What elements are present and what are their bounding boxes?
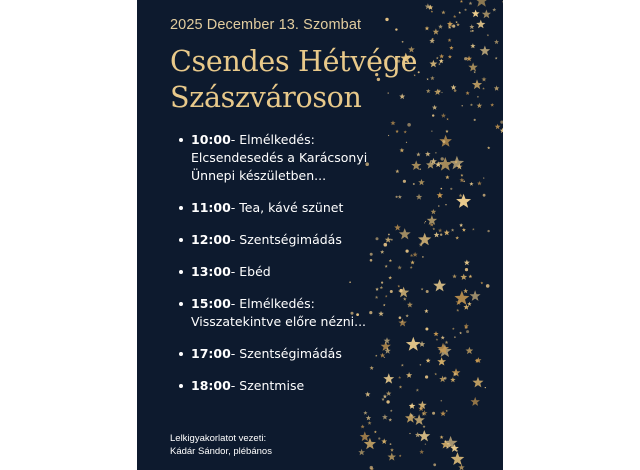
star-icon xyxy=(434,232,440,238)
schedule-time: 13:00 xyxy=(191,264,231,279)
schedule-text: - Elmélkedés: xyxy=(230,132,315,147)
star-icon xyxy=(374,430,377,433)
star-icon xyxy=(397,285,400,288)
schedule-text: Visszatekintve előre nézni... xyxy=(191,314,367,329)
star-icon xyxy=(383,394,387,398)
sparkle-dot xyxy=(500,121,503,124)
star-icon xyxy=(385,265,388,268)
star-icon xyxy=(469,24,474,29)
star-icon xyxy=(432,228,435,231)
sparkle-dot xyxy=(388,234,390,236)
star-icon xyxy=(401,364,404,367)
sparkle-dot xyxy=(413,183,415,185)
sparkle-dot xyxy=(456,450,458,452)
sparkle-dot xyxy=(376,237,379,240)
star-icon xyxy=(390,120,395,125)
star-icon xyxy=(459,332,462,335)
star-icon xyxy=(431,209,437,214)
sparkle-dot xyxy=(386,400,389,403)
schedule-time: 12:00 xyxy=(191,232,231,247)
star-icon xyxy=(433,28,440,34)
star-icon xyxy=(492,8,496,12)
star-icon xyxy=(418,233,431,246)
sparkle-dot xyxy=(399,316,402,319)
star-icon xyxy=(480,46,491,56)
star-icon xyxy=(425,151,431,156)
star-icon xyxy=(482,87,485,90)
sparkle-dot xyxy=(433,463,436,466)
star-icon xyxy=(414,414,425,425)
star-icon xyxy=(502,0,503,3)
star-icon xyxy=(358,449,365,455)
star-icon xyxy=(440,411,446,417)
star-icon xyxy=(381,398,384,401)
schedule-text: Elcsendesedés a Karácsonyi xyxy=(191,150,368,165)
sparkle-dot xyxy=(425,375,428,378)
star-icon xyxy=(487,34,489,36)
sparkle-dot xyxy=(422,256,424,258)
schedule-item xyxy=(179,131,367,185)
star-icon xyxy=(361,425,365,429)
schedule-time: 10:00 xyxy=(191,132,231,147)
star-icon xyxy=(426,78,428,80)
sparkle-dot xyxy=(426,290,429,293)
star-icon xyxy=(463,288,468,293)
sparkle-dot xyxy=(403,180,406,183)
sparkle-dot xyxy=(438,205,440,207)
star-icon xyxy=(436,57,439,60)
sparkle-dot xyxy=(425,444,426,445)
sparkle-dot xyxy=(452,25,455,28)
star-icon xyxy=(441,113,446,118)
star-icon xyxy=(439,59,444,64)
sparkle-dot xyxy=(487,230,489,232)
star-icon xyxy=(388,418,392,422)
star-icon xyxy=(445,341,449,344)
star-icon xyxy=(450,156,464,170)
star-icon xyxy=(494,39,499,44)
star-icon xyxy=(472,10,480,18)
star-icon xyxy=(381,438,387,444)
star-icon xyxy=(430,76,435,80)
star-icon xyxy=(438,63,441,66)
sparkle-dot xyxy=(425,328,428,331)
star-icon xyxy=(399,228,411,239)
star-icon xyxy=(469,1,473,5)
schedule-text: - Szentségimádás xyxy=(230,346,342,361)
star-icon xyxy=(446,118,449,120)
sparkle-dot xyxy=(466,330,469,333)
star-icon xyxy=(395,130,398,133)
star-icon xyxy=(410,260,415,264)
star-icon xyxy=(425,26,430,30)
sparkle-dot xyxy=(432,114,434,116)
star-icon xyxy=(487,146,490,149)
sparkle-dot xyxy=(474,119,476,121)
star-icon xyxy=(459,194,463,198)
star-icon xyxy=(390,448,394,452)
star-icon xyxy=(475,0,489,7)
star-icon xyxy=(363,411,367,415)
organizer-name: Kádár Sándor, plébános xyxy=(170,446,272,457)
sparkle-dot xyxy=(485,387,486,388)
sparkle-dot xyxy=(381,282,383,284)
star-icon xyxy=(472,79,482,89)
sparkle-dot xyxy=(390,443,392,445)
star-icon xyxy=(464,8,467,11)
star-icon xyxy=(403,297,407,301)
sparkle-dot xyxy=(440,234,442,236)
sparkle-dot xyxy=(418,71,420,73)
sparkle-dot xyxy=(454,373,457,376)
star-icon xyxy=(388,453,397,461)
organizer-label: Lelkigyakorlatot vezeti: xyxy=(170,433,267,444)
sparkle-dot xyxy=(464,57,467,60)
star-icon xyxy=(450,377,455,382)
star-icon xyxy=(460,0,463,3)
star-icon xyxy=(382,414,388,420)
sparkle-dot xyxy=(462,105,463,106)
star-icon xyxy=(424,309,428,313)
star-icon xyxy=(470,30,472,32)
sparkle-dot xyxy=(396,196,398,198)
sparkle-dot xyxy=(390,239,391,240)
event-date: 2025 December 13. Szombat xyxy=(170,17,362,33)
sparkle-dot xyxy=(441,92,442,93)
title-line-2: Szászvároson xyxy=(170,81,362,114)
star-icon xyxy=(394,224,401,230)
star-icon xyxy=(426,89,431,93)
star-icon xyxy=(456,309,459,312)
star-icon xyxy=(434,373,437,376)
star-icon xyxy=(375,355,377,357)
star-icon xyxy=(470,43,475,48)
star-icon xyxy=(438,228,442,232)
schedule-text: - Szentmise xyxy=(230,378,305,393)
star-icon xyxy=(416,194,422,200)
star-icon xyxy=(418,430,430,441)
sparkle-dot xyxy=(420,364,422,366)
star-icon xyxy=(453,15,456,18)
star-icon xyxy=(405,314,408,317)
star-icon xyxy=(490,103,494,107)
sparkle-dot xyxy=(388,135,389,136)
star-icon xyxy=(384,337,391,344)
star-icon xyxy=(446,410,448,412)
star-icon xyxy=(477,181,482,186)
star-icon xyxy=(397,265,402,269)
sparkle-dot xyxy=(406,250,409,253)
sparkle-dot xyxy=(432,412,435,415)
star-icon xyxy=(398,195,402,199)
schedule-text: - Tea, kávé szünet xyxy=(230,200,344,215)
star-icon xyxy=(368,421,372,425)
star-icon xyxy=(448,38,452,42)
star-icon xyxy=(398,376,401,379)
schedule-text: - Szentségimádás xyxy=(230,232,342,247)
sparkle-dot xyxy=(369,311,372,314)
star-icon xyxy=(429,38,435,44)
star-icon xyxy=(468,62,478,71)
sparkle-dot xyxy=(370,259,373,262)
star-icon xyxy=(415,432,421,437)
star-icon xyxy=(448,55,452,59)
star-icon xyxy=(470,103,473,106)
star-icon xyxy=(395,169,399,173)
star-icon xyxy=(455,236,459,240)
sparkle-dot xyxy=(441,157,444,160)
star-icon xyxy=(407,302,413,308)
sparkle-dot xyxy=(450,188,452,190)
schedule-item xyxy=(179,231,367,249)
sparkle-dot xyxy=(483,194,486,197)
star-icon xyxy=(477,103,483,108)
sparkle-dot xyxy=(378,437,380,439)
schedule-text: - Elmélkedés: xyxy=(230,296,315,311)
sparkle-dot xyxy=(420,169,421,170)
star-icon xyxy=(445,130,448,133)
star-icon xyxy=(406,372,412,378)
sparkle-dot xyxy=(395,28,397,30)
star-icon xyxy=(441,336,445,340)
schedule-list xyxy=(179,131,367,395)
sparkle-dot xyxy=(390,290,393,293)
sparkle-dot xyxy=(442,140,445,143)
star-icon xyxy=(419,341,425,347)
schedule-text: - Ebéd xyxy=(230,264,271,279)
poster-title xyxy=(170,44,417,116)
star-icon xyxy=(423,425,426,428)
star-icon xyxy=(433,279,446,291)
star-icon xyxy=(370,366,374,370)
star-icon xyxy=(398,287,409,298)
schedule-time: 18:00 xyxy=(191,378,231,393)
sparkle-dot xyxy=(445,204,446,205)
sparkle-dot xyxy=(448,444,451,447)
star-icon xyxy=(380,250,384,254)
star-icon xyxy=(385,236,392,242)
title-line-1: Csendes Hétvége xyxy=(170,45,418,78)
star-icon xyxy=(469,182,473,186)
star-icon xyxy=(416,388,419,391)
star-icon xyxy=(360,431,370,441)
star-icon xyxy=(429,60,437,68)
star-icon xyxy=(398,319,406,327)
sparkle-dot xyxy=(370,466,373,469)
star-icon xyxy=(482,77,487,82)
sparkle-dot xyxy=(424,222,425,223)
star-icon xyxy=(438,24,443,29)
star-icon xyxy=(482,10,491,19)
schedule-time: 15:00 xyxy=(191,296,231,311)
sparkle-dot xyxy=(425,221,426,222)
star-icon xyxy=(383,304,386,307)
star-icon xyxy=(432,105,437,110)
star-icon xyxy=(439,54,444,59)
star-icon xyxy=(400,148,405,153)
sparkle-dot xyxy=(444,377,447,380)
sparkle-dot xyxy=(477,96,479,98)
star-icon xyxy=(437,357,446,365)
star-icon xyxy=(449,46,453,50)
star-icon xyxy=(472,377,483,388)
star-icon xyxy=(445,175,449,179)
star-icon xyxy=(467,302,472,306)
sparkle-dot xyxy=(441,188,443,190)
star-icon xyxy=(410,254,413,257)
star-icon xyxy=(405,412,416,422)
star-icon xyxy=(447,21,453,27)
schedule-item xyxy=(179,345,367,363)
sparkle-dot xyxy=(472,30,474,32)
star-icon xyxy=(462,228,466,232)
star-icon xyxy=(385,295,388,298)
star-icon xyxy=(440,435,444,439)
star-icon xyxy=(469,275,473,279)
star-icon xyxy=(375,296,378,299)
star-icon xyxy=(500,128,503,133)
star-icon xyxy=(495,124,501,129)
schedule-item xyxy=(179,263,367,281)
schedule-time: 11:00 xyxy=(191,200,231,215)
star-icon xyxy=(460,274,467,280)
sparkle-dot xyxy=(420,408,422,410)
star-icon xyxy=(386,391,392,396)
star-icon xyxy=(366,415,371,420)
star-icon xyxy=(453,89,457,93)
star-icon xyxy=(451,85,457,90)
star-icon xyxy=(466,91,470,95)
star-icon xyxy=(472,228,475,231)
schedule-text: Ünnepi készületben... xyxy=(191,168,327,183)
star-icon xyxy=(476,20,485,29)
sparkle-dot xyxy=(384,357,385,358)
sparkle-dot xyxy=(454,336,456,338)
star-icon xyxy=(409,403,416,409)
sparkle-dot xyxy=(431,131,432,132)
star-icon xyxy=(419,449,424,454)
schedule-item xyxy=(179,377,367,395)
star-icon xyxy=(494,85,500,90)
star-icon xyxy=(406,337,421,351)
star-icon xyxy=(378,311,384,316)
organizer-note xyxy=(170,432,272,458)
schedule-item xyxy=(179,199,367,217)
sparkle-dot xyxy=(441,400,443,402)
star-icon xyxy=(458,11,461,14)
schedule-item xyxy=(179,295,367,331)
sparkle-dot xyxy=(400,289,403,292)
star-icon xyxy=(470,290,481,301)
schedule-time: 17:00 xyxy=(191,346,231,361)
star-icon xyxy=(418,179,425,185)
star-icon xyxy=(433,331,438,336)
star-icon xyxy=(399,455,402,458)
sparkle-dot xyxy=(370,253,373,256)
star-icon xyxy=(404,130,407,133)
star-icon xyxy=(441,10,445,14)
star-icon xyxy=(375,287,379,290)
star-icon xyxy=(416,152,420,156)
star-icon xyxy=(426,358,431,363)
star-icon xyxy=(390,409,393,412)
sparkle-dot xyxy=(465,268,468,271)
star-icon xyxy=(456,194,471,208)
star-icon xyxy=(471,397,480,406)
star-icon xyxy=(454,291,469,305)
star-icon xyxy=(460,174,463,177)
sparkle-dot xyxy=(435,152,437,154)
star-icon xyxy=(413,252,418,257)
sparkle-dot xyxy=(406,142,407,143)
sparkle-dot xyxy=(402,41,404,43)
sparkle-dot xyxy=(401,321,403,323)
star-icon xyxy=(456,23,460,27)
star-icon xyxy=(389,259,392,262)
sparkle-dot xyxy=(463,181,465,183)
star-icon xyxy=(459,223,463,227)
star-icon xyxy=(444,230,450,236)
star-icon xyxy=(388,276,392,280)
star-icon xyxy=(473,71,476,74)
star-icon xyxy=(439,135,452,147)
star-icon xyxy=(466,347,474,354)
star-icon xyxy=(452,327,455,330)
star-icon xyxy=(411,160,421,170)
star-icon xyxy=(458,464,464,470)
star-icon xyxy=(451,228,454,231)
star-icon xyxy=(383,373,394,383)
star-icon xyxy=(437,192,444,198)
sparkle-dot xyxy=(409,433,410,434)
sparkle-dot xyxy=(407,123,411,127)
sparkle-dot xyxy=(486,284,490,288)
sparkle-dot xyxy=(483,177,484,178)
star-icon xyxy=(399,385,402,388)
star-icon xyxy=(431,10,433,12)
sparkle-dot xyxy=(385,18,388,21)
star-icon xyxy=(464,260,470,266)
star-icon xyxy=(480,282,483,285)
event-poster xyxy=(137,0,503,470)
star-icon xyxy=(410,266,413,269)
star-icon xyxy=(436,338,439,341)
star-icon xyxy=(495,57,498,60)
star-icon xyxy=(421,288,424,291)
sparkle-dot xyxy=(384,243,388,247)
star-icon xyxy=(380,286,384,289)
star-icon xyxy=(451,452,465,465)
star-icon xyxy=(452,274,457,278)
star-icon xyxy=(455,21,458,23)
